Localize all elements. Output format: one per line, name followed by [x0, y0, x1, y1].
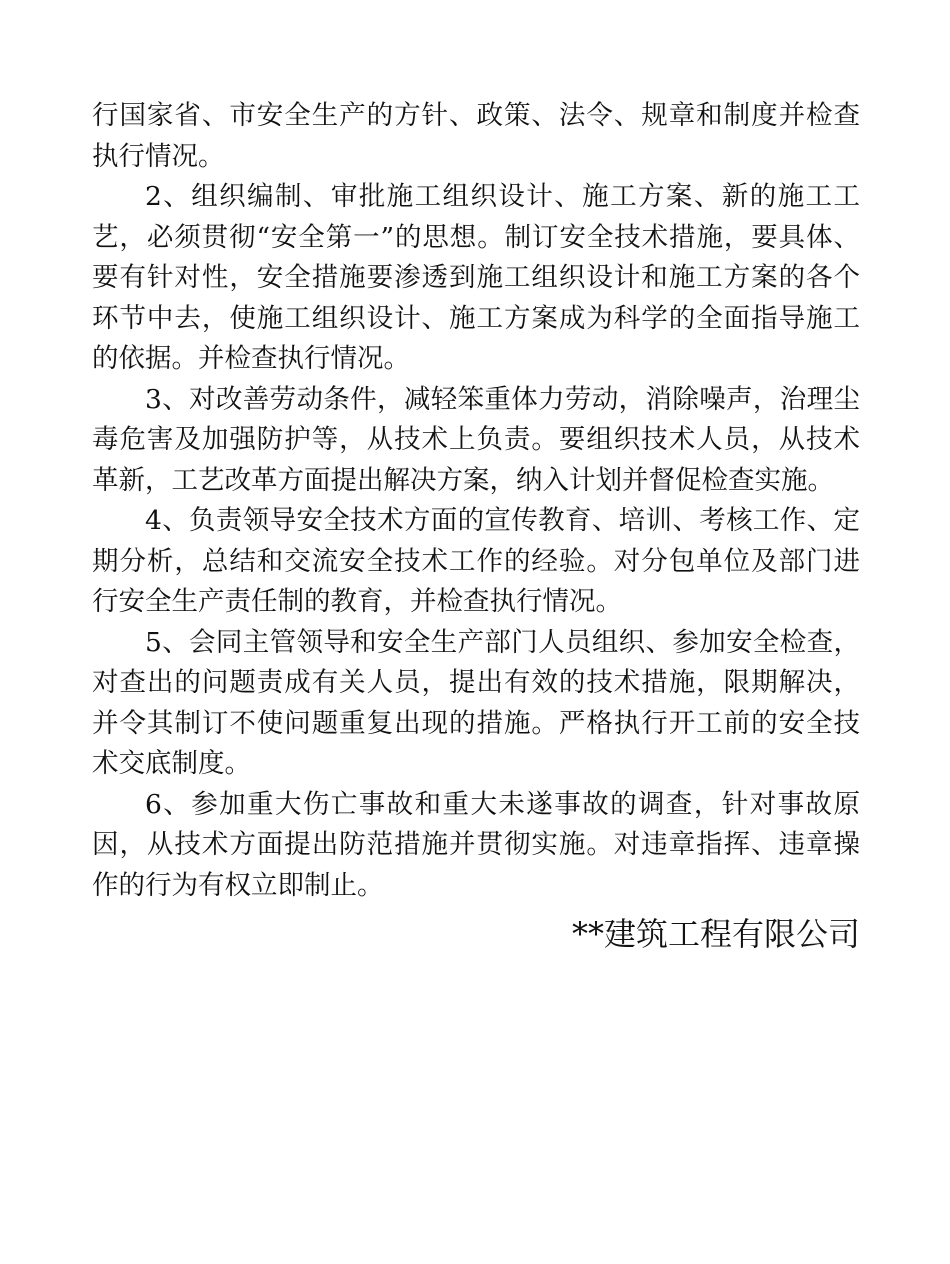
paragraph-item-3: 3、对改善劳动条件，减轻笨重体力劳动，消除噪声，治理尘毒危害及加强防护等，从技术上负责。要组织技术人员，从技术革新，工艺改革方面提出解决方案，纳入计划并督促检查实施。	[92, 383, 860, 496]
paragraph-item-2: 2、组织编制、审批施工组织设计、施工方案、新的施工工艺，必须贯彻“安全第一”的思想。制订安全技术措施，要具体、要有针对性，安全措施要渗透到施工组织设计和施工方案的各个环节中去，使施工组织设计、施工方案成为科学的全面指导施工的依据。并检查执行情况。	[92, 181, 860, 374]
document-body	[92, 96, 860, 906]
paragraph-intro-continuation: 行国家省、市安全生产的方针、政策、法令、规章和制度并检查执行情况。	[92, 100, 860, 172]
company-signature: **建筑工程有限公司	[571, 915, 860, 953]
paragraph-item-5: 5、会同主管领导和安全生产部门人员组织、参加安全检查，对查出的问题责成有关人员，提出有效的技术措施，限期解决，并令其制订不使问题重复出现的措施。严格执行开工前的安全技术交底制度。	[92, 626, 860, 779]
paragraph-item-4: 4、负责领导安全技术方面的宣传教育、培训、考核工作、定期分析，总结和交流安全技术工作的经验。对分包单位及部门进行安全生产责任制的教育，并检查执行情况。	[92, 505, 860, 617]
paragraph-item-6: 6、参加重大伤亡事故和重大未遂事故的调查，针对事故原因，从技术方面提出防范措施并贯彻实施。对违章指挥、违章操作的行为有权立即制止。	[92, 788, 860, 901]
